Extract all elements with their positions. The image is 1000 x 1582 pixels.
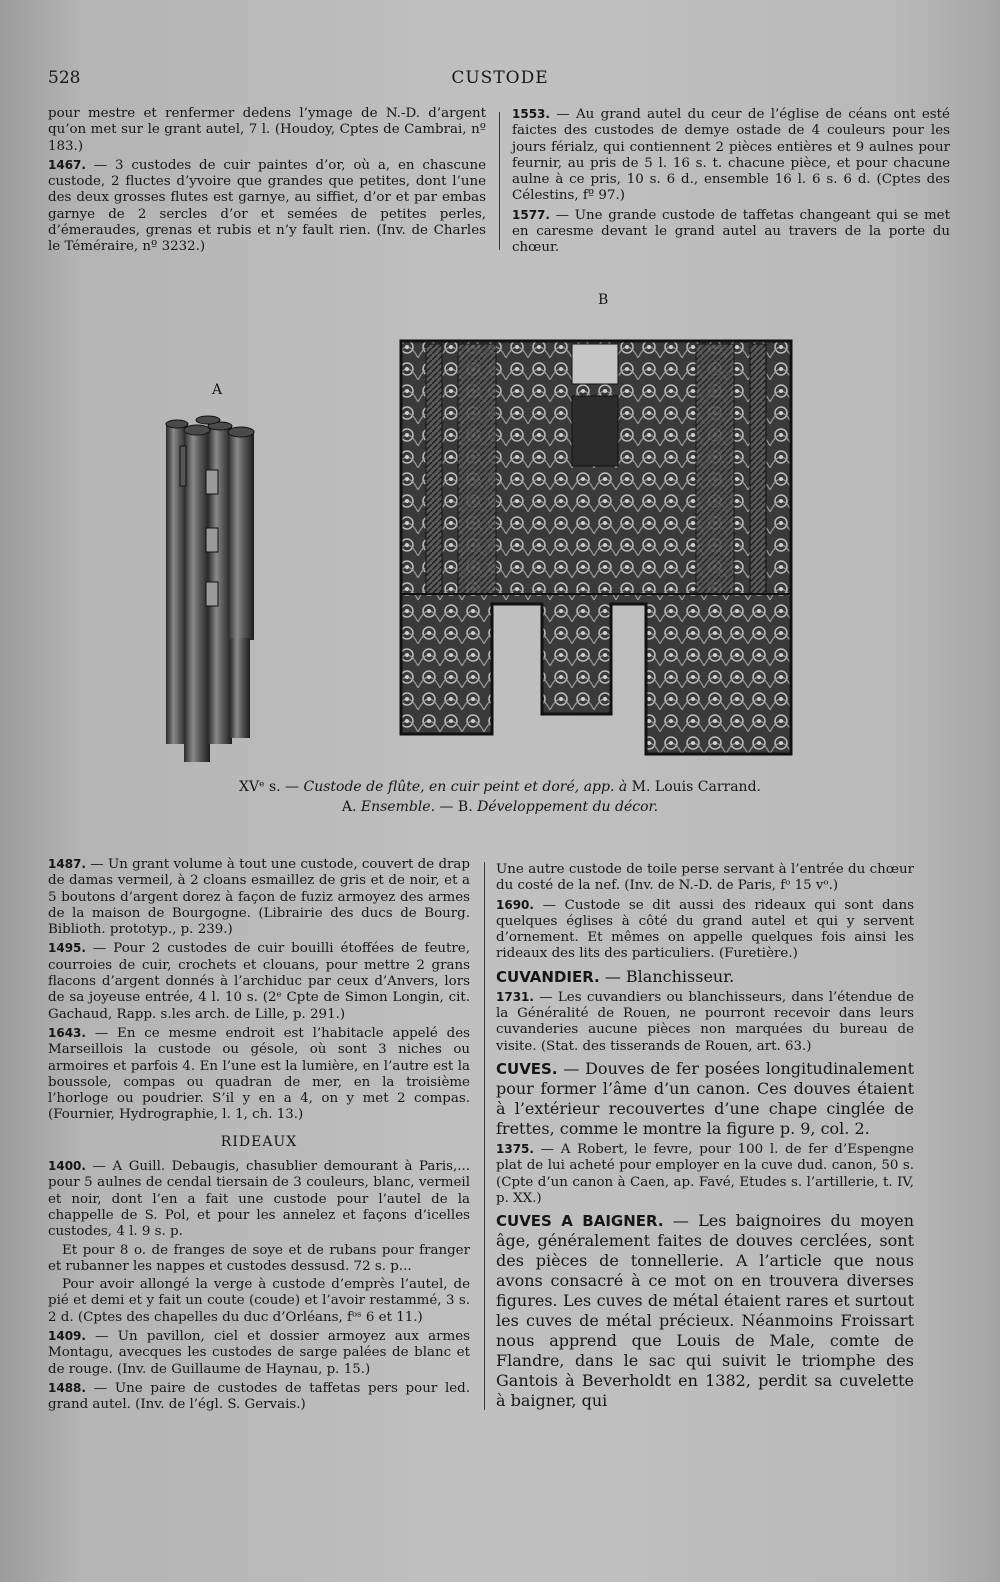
figure-caption-line-2 bbox=[0, 797, 1000, 817]
headword: CUVANDIER. bbox=[496, 967, 600, 986]
caption-owner: M. Louis Carrand. bbox=[627, 779, 761, 795]
entry-year: 1488. bbox=[48, 1380, 86, 1395]
entry-1643 bbox=[48, 1025, 470, 1124]
running-title: CUSTODE bbox=[451, 68, 549, 88]
continuation-paragraph: pour mestre et renfermer dedens l’ymage de N.-D. d’argent qu’on met sur le grant autel, 7 l. (Houdoy, Cptes de Cambrai, nº 183.) bbox=[48, 106, 486, 154]
entry-1400-continued-2: Pour avoir allongé la verge à custode d’emprès l’autel, de pié et demi et y fait un coute (coude) et l’avoir restammé, 3 s. 2 d. (Cptes des chapelles du duc d’Orléans, fᵒˢ 6 et 11.) bbox=[48, 1277, 470, 1325]
entry-text: — Une grande custode de taffetas changeant qui se met en caresme devant le grand autel au travers de la porte du chœur. bbox=[512, 207, 950, 256]
top-right-column bbox=[512, 106, 950, 259]
entry-cuves-a-baigner bbox=[496, 1211, 914, 1411]
entry-1400-continued: Et pour 8 o. de franges de soye et de rubans pour franger et rubanner les nappes et custodes dessusd. 72 s. p... bbox=[48, 1242, 470, 1274]
page-number: 528 bbox=[48, 68, 81, 88]
figure-caption-line-1 bbox=[0, 777, 1000, 797]
decoration-development-illustration bbox=[396, 336, 796, 761]
entry-1488 bbox=[48, 1380, 470, 1414]
entry-year: 1495. bbox=[48, 941, 86, 956]
entry-1400 bbox=[48, 1158, 470, 1240]
bottom-right-column bbox=[496, 862, 914, 1413]
entry-1375 bbox=[496, 1141, 914, 1207]
entry-year: 1553. bbox=[512, 107, 550, 121]
definition: — Les baignoires du moyen âge, généralement faites de douves cerclées, sont des pièces de tonnellerie. A l’article que nous avons consacré à ce mot on en trouvera diverses figures. Les cuves de métal étaient rares et surtout les cuves de métal précieux. Néanmoins Froissart nous apprend que Louis de Male, comte de Flandre, dans le sac qui suivit le triomphe des Gantois à Beverholdt en 1382, perdit sa cuvelette à baigner, qui bbox=[496, 1211, 915, 1411]
entry-year: 1690. bbox=[496, 897, 534, 912]
entry-text: — Custode se dit aussi des rideaux qui sont dans quelques églises à côté du grand autel et qui y servent d’ornement. Et mêmes on appelle quelques fois ainsi les rideaux des lits des particuliers. (Furetière.) bbox=[496, 897, 914, 962]
top-left-column bbox=[48, 106, 486, 258]
entry-1553 bbox=[512, 106, 950, 205]
entry-1487 bbox=[48, 856, 470, 938]
entry-1731 bbox=[496, 989, 914, 1055]
entry-cuvandier bbox=[496, 967, 914, 987]
figure-label-a: A bbox=[212, 382, 223, 398]
caption-description: Custode de flûte, en cuir peint et doré, app. à bbox=[303, 779, 628, 795]
caption-a-text: Ensemble. bbox=[360, 799, 436, 815]
bottom-left-column bbox=[48, 856, 470, 1416]
entry-text: — A Guill. Debaugis, chasublier demourant à Paris,... pour 5 aulnes de cendal tiersain de 3 couleurs, blanc, vermeil et noir, dont l’en a fait une custode pour l’autel de la chappelle de S. Pol, et pour les annelez et façons d’icelles custodes, 4 l. 9 s. p. bbox=[48, 1159, 470, 1240]
entry-text: — A Robert, le fevre, pour 100 l. de fer d’Espengne plat de lui acheté pour employer en la cuve dud. canon, 50 s. (Cpte d’un canon à Caen, ap. Favé, Etudes s. l’artillerie, t. IV, p. XX.) bbox=[496, 1141, 914, 1206]
entry-year: 1487. bbox=[48, 857, 86, 871]
definition: — Douves de fer posées longitudinalement pour former l’âme d’un canon. Ces douves étaient à l’extérieur recouvertes d’une chape cinglée de frettes, comme le montre la figure p. 9, col. 2. bbox=[496, 1058, 914, 1138]
entry-year: 1643. bbox=[48, 1025, 86, 1040]
entry-text: — Pour 2 custodes de cuir bouilli étoffées de feutre, courroies de cuir, crochets et clouans, pour mettre 2 grans flacons d’argent donnés à l’archiduc par ceux d’Anvers, lors de sa joyeuse entrée, 4 l. 10 s. (2ᵉ Cpte de Simon Longin, cit. Gachaud, Rapp. s.les arch. de Lille, p. 291.) bbox=[48, 941, 470, 1022]
headword: CUVES. bbox=[496, 1059, 558, 1078]
caption-b-text: Développement du décor. bbox=[477, 799, 659, 815]
headword: CUVES A BAIGNER. bbox=[496, 1212, 664, 1231]
column-divider-bottom bbox=[484, 862, 485, 1410]
section-heading-rideaux: RIDEAUX bbox=[220, 1133, 298, 1150]
entry-cuves bbox=[496, 1059, 914, 1139]
entry-text: — Une paire de custodes de taffetas pers pour led. grand autel. (Inv. de l’égl. S. Gervais.) bbox=[48, 1380, 470, 1413]
entry-1467 bbox=[48, 157, 486, 256]
definition: — Blanchisseur. bbox=[599, 966, 735, 986]
entry-1577 bbox=[512, 207, 950, 257]
entry-text: — Les cuvandiers ou blanchisseurs, dans l’étendue de la Généralité de Rouen, ne pourront recevoir dans leurs cuvanderies aucune pièces non marquées du bureau de visite. (Stat. des tisserands de Rouen, art. 63.) bbox=[496, 989, 914, 1054]
column-divider-top bbox=[499, 112, 500, 250]
caption-century: XVᵉ s. — bbox=[239, 779, 304, 795]
entry-year: 1467. bbox=[48, 157, 86, 172]
entry-year: 1577. bbox=[512, 207, 550, 222]
entry-1409 bbox=[48, 1328, 470, 1378]
figure-label-b: B bbox=[598, 292, 609, 308]
entry-1495 bbox=[48, 940, 470, 1022]
flute-case-illustration bbox=[160, 410, 270, 765]
entry-text: — Un grant volume à tout une custode, couvert de drap de damas vermeil, à 2 cloans esmaillez de gris et de noir, et a 5 boutons d’argent dorez à façon de fuziz armoyez des armes de la maison de Bourgogne. (Librairie des ducs de Bourg. Biblioth. prototyp., p. 239.) bbox=[48, 857, 470, 938]
entry-text: — Au grand autel du ceur de l’église de céans ont esté faictes des custodes de demye ostade de 4 couleurs pour les jours férialz, qui contiennent 2 pièces entières et 9 aulnes pour feurnir, au pris de 5 l. 16 s. t. chacune pièce, et pour chacune aulne à ce pris, 10 s. 6 d., ensemble 16 l. 6 s. 6 d. (Cptes des Célestins, fº 97.) bbox=[512, 107, 950, 204]
entry-year: 1400. bbox=[48, 1159, 86, 1174]
entry-text: — Un pavillon, ciel et dossier armoyez aux armes Montagu, avecques les custodes de sarge palées de blanc et de rouge. (Inv. de Guillaume de Haynau, p. 15.) bbox=[48, 1329, 470, 1377]
entry-year: 1375. bbox=[496, 1141, 534, 1156]
entry-1690 bbox=[496, 897, 914, 963]
entry-year: 1731. bbox=[496, 989, 534, 1004]
caption-a-label: A. bbox=[341, 799, 361, 815]
caption-b-label: — B. bbox=[435, 799, 478, 815]
continuation-paragraph: Une autre custode de toile perse servant à l’entrée du chœur du costé de la nef. (Inv. de N.-D. de Paris, fᵒ 15 vᵒ.) bbox=[496, 862, 914, 894]
entry-year: 1409. bbox=[48, 1329, 86, 1344]
entry-text: — 3 custodes de cuir paintes d’or, où a, en chascune custode, 2 fluctes d’yvoire que grandes que petites, dont l’une des deux grosses flutes est garnye, au siffiet, d’or et par embas garnye de 2 sercles d’or et semées de petites perles, d’émeraudes, grenas et rubis et n’y fault rien. (Inv. de Charles le Téméraire, nº 3232.) bbox=[48, 157, 486, 255]
entry-text: — En ce mesme endroit est l’habitacle appelé des Marseillois la custode ou gésole, où sont 3 niches ou armoires et parfois 4. En l’une est la lumière, en l’autre est la boussole, compas ou quadran de mer, en la troisième l’horloge ou poudrier. S’il y en a 4, on y met 2 compas. (Fournier, Hydrographie, l. 1, ch. 13.) bbox=[48, 1025, 470, 1123]
